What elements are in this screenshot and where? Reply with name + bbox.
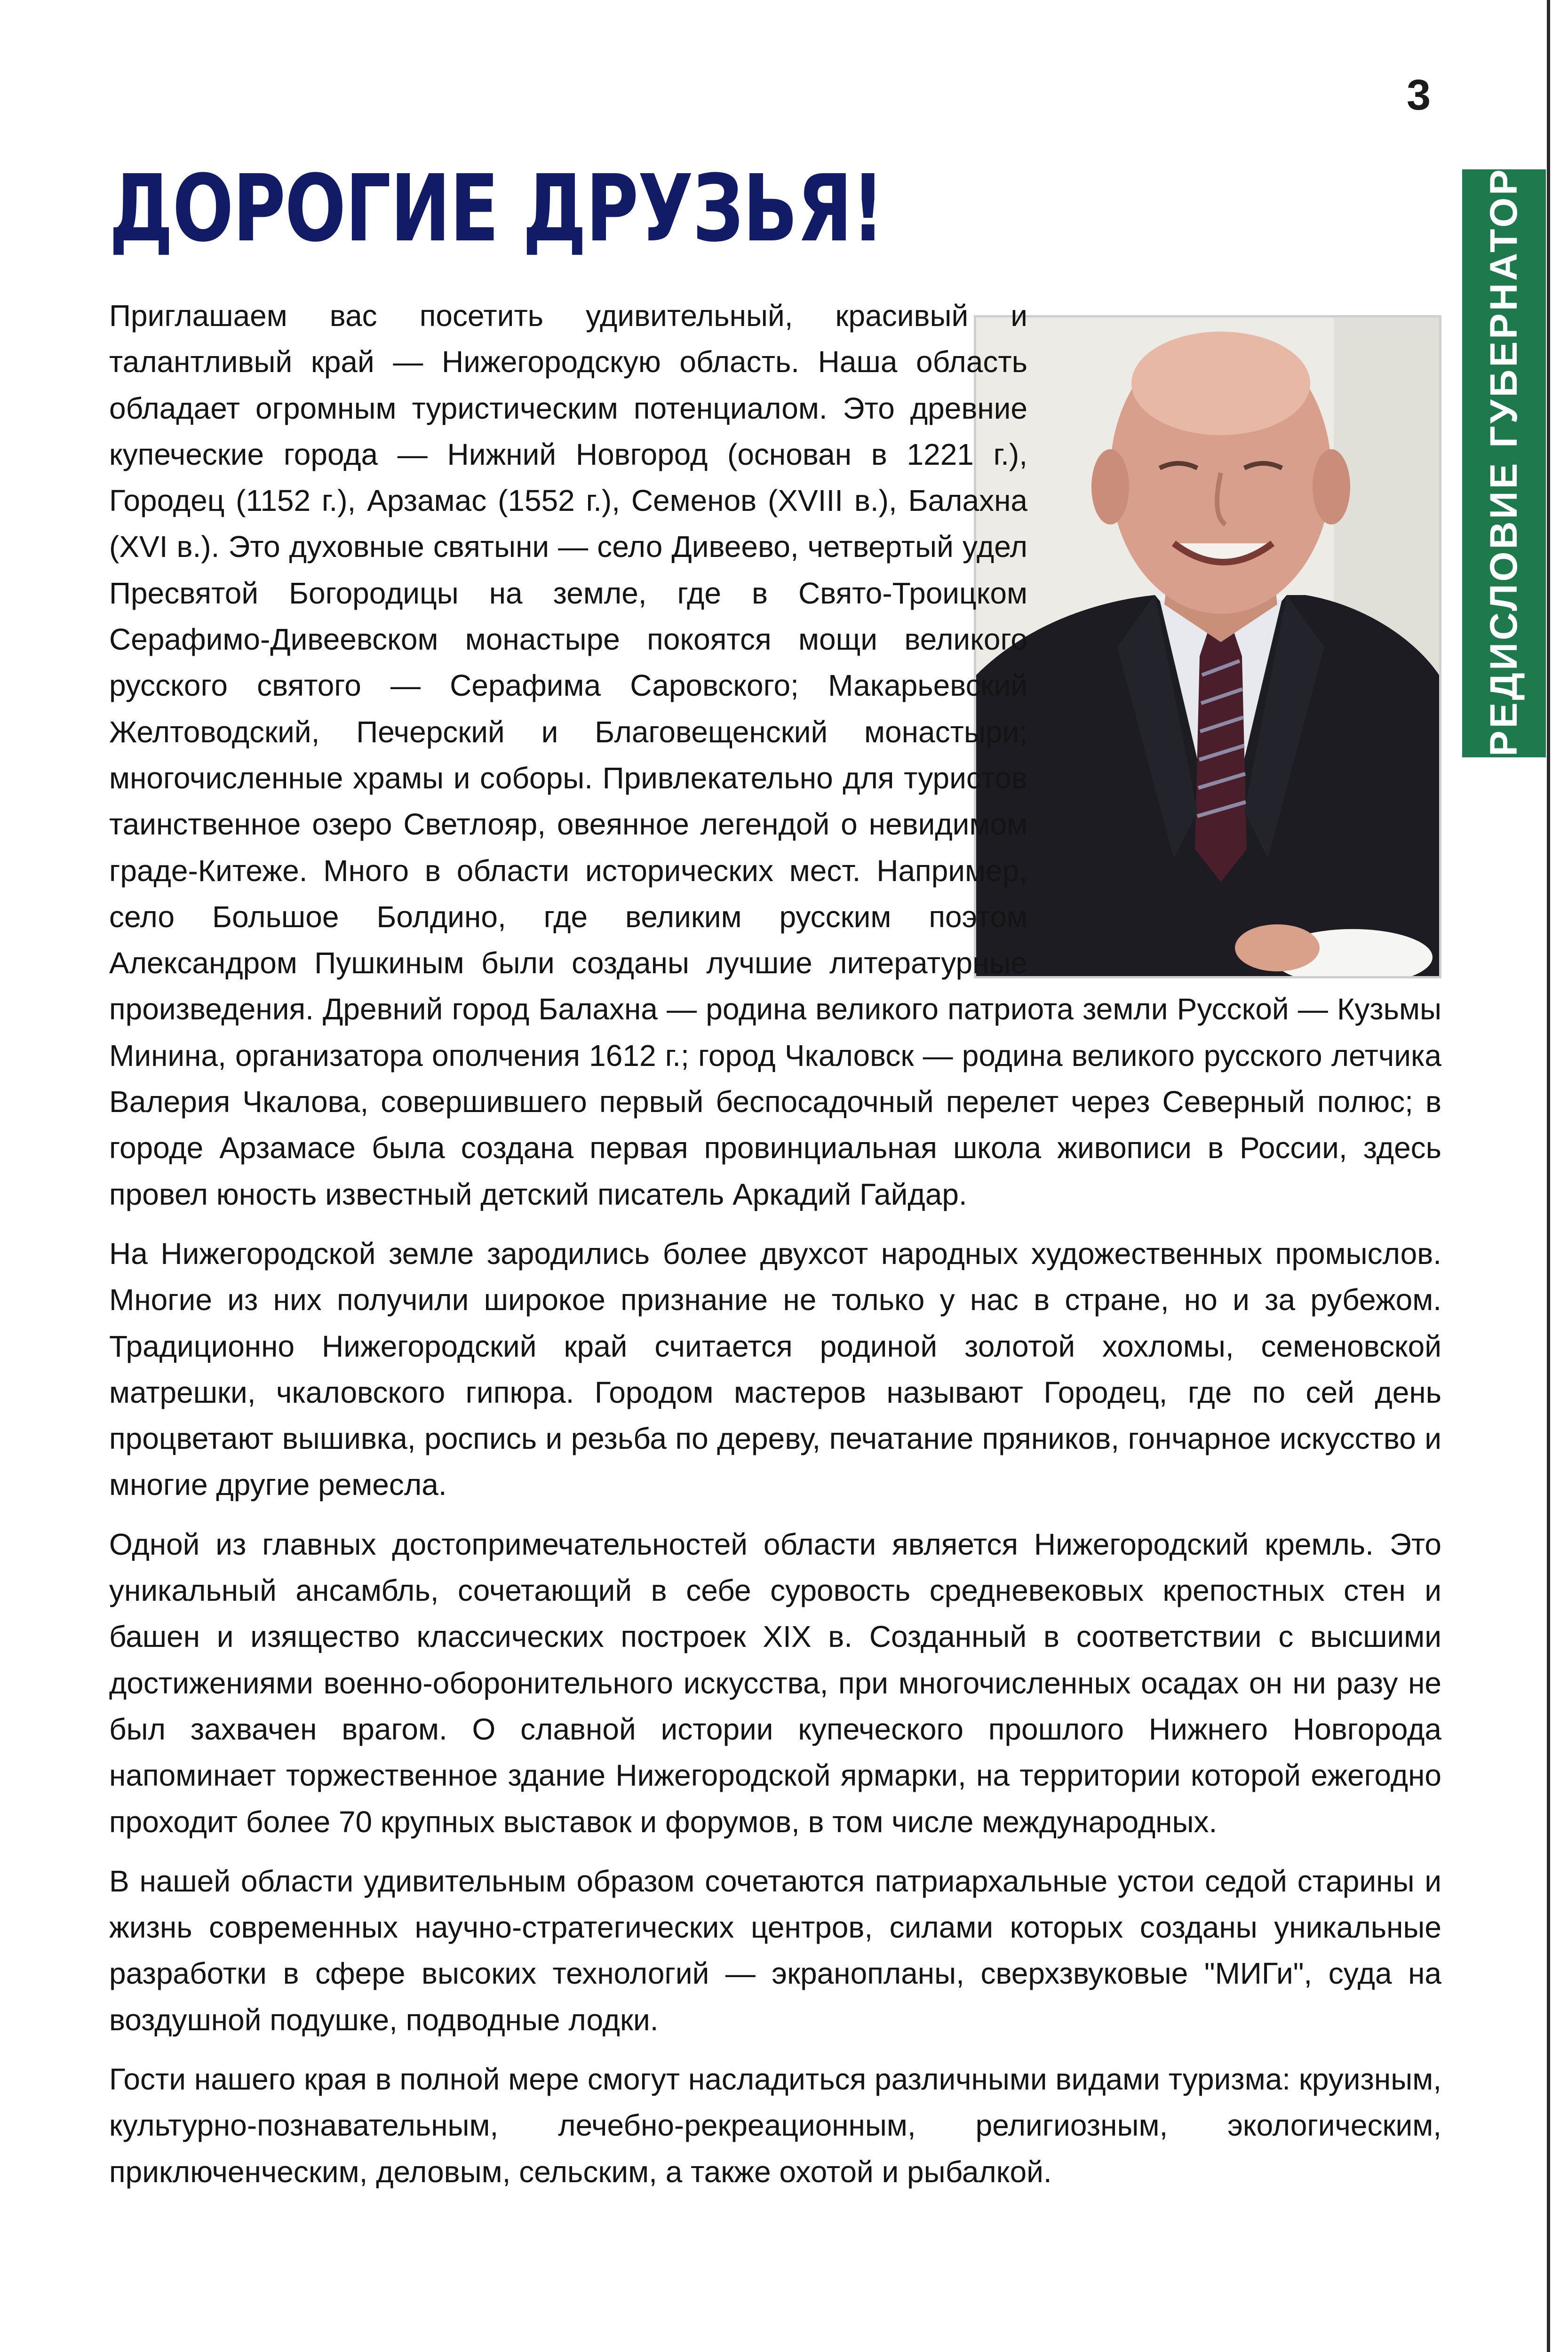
paragraph-5: Гости нашего края в полной мере смогут насладиться различными видами туризма: круизным, культурно-познавательным, лечебно-рекреационным, религиозным, экологическим, приключенческим, деловым, сельским, а также охотой и рыбалкой. [109,2062,1441,2189]
body-text [109,293,1441,2208]
photo-text-wrap-spacer [1046,293,1441,970]
paragraph-3: Одной из главных достопримечательностей области является Нижегородский кремль. Это уникальный ансамбль, сочетающий в себе суровость средневековых крепостных стен и башен и изящество классических построек XIX в. Созданный в соответствии с высшими достижениями военно-оборонительного искусства, при многочисленных осадах он ни разу не был захвачен врагом. О славной истории купеческого прошлого Нижнего Новгорода напоминает торжественное здание Нижегородской ярмарки, на территории которой ежегодно проходит более 70 крупных выставок и форумов, в том числе международных. [109,1527,1441,1839]
page-title: ДОРОГИЕ ДРУЗЬЯ! [109,155,884,262]
paragraph-2: На Нижегородской земле зародились более двухсот народных художественных промыслов. Многие из них получили широкое признание не только у нас в стране, но и за рубежом. Традиционно Нижегородский край считается родиной золотой хохломы, семеновской матрешки, чкаловского гипюра. Городом мастеров называют Городец, где по сей день процветают вышивка, роспись и резьба по дереву, печатание пряников, гончарное искусство и многие другие ремесла. [109,1236,1441,1502]
paragraph-4: В нашей области удивительным образом сочетаются патриархальные устои седой старины и жизнь современных научно-стратегических центров, силами которых созданы уникальные разработки в сфере высоких технологий — экранопланы, сверхзвуковые "МИГи", суда на воздушной подушке, подводные лодки. [109,1864,1441,2037]
section-tab [1462,140,1546,787]
section-tab-label: ПРЕДИСЛОВИЕ ГУБЕРНАТОРА [1482,140,1525,787]
page-number: 3 [1407,71,1431,119]
paragraph-1: Приглашаем вас посетить удивительный, красивый и талантливый край — Нижегородскую область. Наша область обладает огромным туристическим потенциалом. Это древние купеческие города — Нижний Новгород (основан в 1221 г.), Городец (1152 г.), Арзамас (1552 г.), Семенов (XVIII в.), Балахна (XVI в.). Это духовные святыни — село Дивеево, четвертый удел Пресвятой Богородицы на земле, где в Свято-Троицком Серафимо-Дивеевском монастыре покоятся мощи великого русского святого — Серафима Саровского; Макарьевский Желтоводский, Печерский и Благовещенский монастыри; многочисленные храмы и соборы. Привлекательно для туристов таинственное озеро Светлояр, овеянное легендой о невидимом граде-Китеже. Много в области исторических мест. Например, село Большое Болдино, где великим русским поэтом Александром Пушкиным были созданы лучшие литературные произведения. Древний город Балахна — родина великого патриота земли Русской — Кузьмы Минина, организатора ополчения 1612 г.; город Чкаловск — родина великого русского летчика Валерия Чкалова, совершившего первый беспосадочный перелет через Северный полюс; в городе Арзамасе была создана первая провинциальная школа живописи в России, здесь провел юность известный детский писатель Аркадий Гайдар. [109,299,1441,1211]
page-edge-rule [1547,0,1550,2352]
